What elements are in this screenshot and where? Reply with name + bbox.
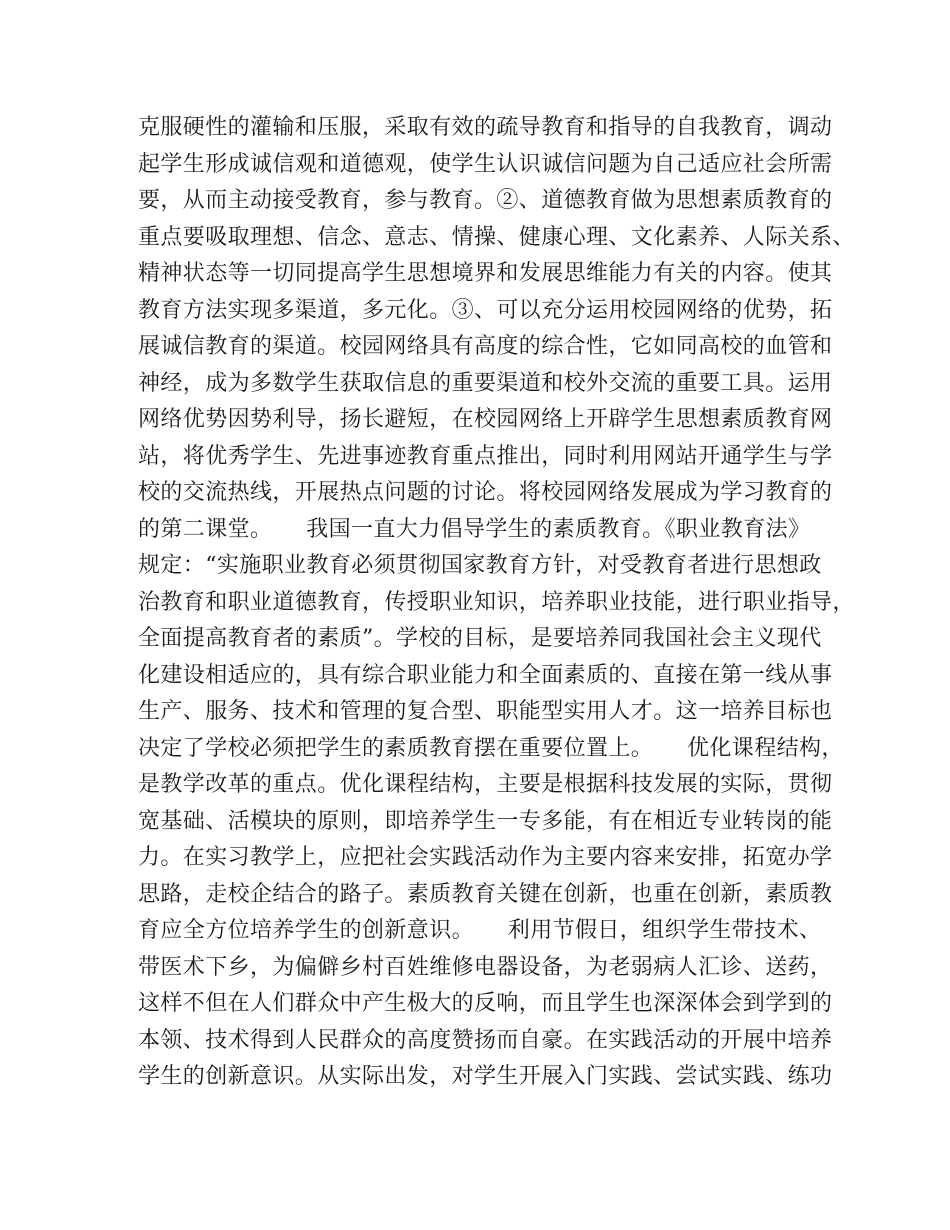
text-line: 宽基础、活模块的原则，即培养学生一专多能，有在相近专业转岗的能 [138, 808, 833, 834]
text-line: 展诚信教育的渠道。校园网络具有高度的综合性，它如同高校的血管和 [138, 334, 833, 359]
text-line: 规定：“实施职业教育必须贯彻国家教育方针，对受教育者进行思想政 [138, 553, 822, 578]
text-line: 化建设相适应的，具有综合职业能力和全面素质的、直接在第一线从事 [138, 662, 833, 688]
text-line: 育应全方位培养学生的创新意识。 利用节假日，组织学生带技术、 [138, 918, 822, 943]
text-line: 重点要吸取理想、信念、意志、情操、健康心理、文化素养、人际关系、 [138, 224, 855, 250]
text-line: 治教育和职业道德教育，传授职业知识，培养职业技能，进行职业指导， [138, 589, 855, 615]
text-line: 要，从而主动接受教育，参与教育。②、道德教育做为思想素质教育的 [138, 188, 833, 213]
text-line: 决定了学校必须把学生的素质教育摆在重要位置上。 优化课程结构， [138, 735, 844, 761]
text-line: 生产、服务、技术和管理的复合型、职能型实用人才。这一培养目标也 [138, 699, 833, 724]
text-line: 神经，成为多数学生获取信息的重要渠道和校外交流的重要工具。运用 [138, 370, 833, 396]
text-line: 带医术下乡，为偏僻乡村百姓维修电器设备，为老弱病人汇诊、送药， [138, 954, 833, 980]
text-line: 精神状态等一切同提高学生思想境界和发展思维能力有关的内容。使其 [138, 261, 833, 286]
text-line: 起学生形成诚信观和道德观，使学生认识诚信问题为自己适应社会所需 [138, 151, 833, 177]
text-line: 站，将优秀学生、先进事迹教育重点推出，同时利用网站开通学生与学 [138, 443, 833, 469]
text-line: 的第二课堂。 我国一直大力倡导学生的素质教育。《职业教育法》 [138, 516, 811, 542]
text-line: 学生的创新意识。从实际出发，对学生开展入门实践、尝试实践、练功 [138, 1064, 833, 1089]
text-line: 校的交流热线，开展热点问题的讨论。将校园网络发展成为学习教育的 [138, 480, 833, 505]
text-line: 是教学改革的重点。优化课程结构，主要是根据科技发展的实际，贯彻 [138, 772, 833, 797]
text-line: 克服硬性的灌输和压服，采取有效的疏导教育和指导的自我教育，调动 [138, 115, 833, 140]
text-line: 网络优势因势利导，扬长避短，在校园网络上开辟学生思想素质教育网 [138, 407, 833, 432]
body-text [138, 110, 855, 1096]
text-line: 教育方法实现多渠道，多元化。③、可以充分运用校园网络的优势，拓 [138, 297, 833, 323]
text-line: 思路，走校企结合的路子。素质教育关键在创新，也重在创新，素质教 [138, 881, 833, 907]
text-line: 这样不但在人们群众中产生极大的反响，而且学生也深深体会到学到的 [138, 991, 833, 1016]
text-line: 全面提高教育者的素质”。学校的目标，是要培养同我国社会主义现代 [138, 626, 822, 651]
text-line: 本领、技术得到人民群众的高度赞扬而自豪。在实践活动的开展中培养 [138, 1027, 833, 1053]
text-line: 力。在实习教学上，应把社会实践活动作为主要内容来安排，拓宽办学 [138, 845, 833, 870]
